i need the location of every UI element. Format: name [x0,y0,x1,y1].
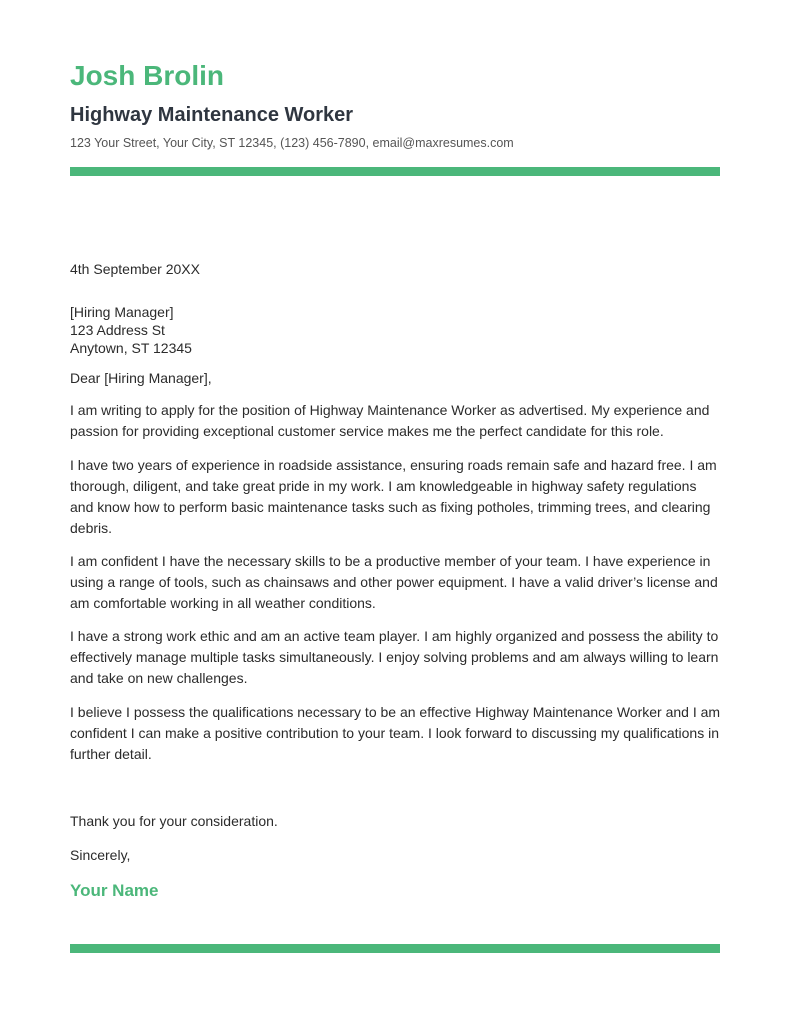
header-divider [70,167,720,176]
paragraph-3: I am confident I have the necessary skills to be a productive member of your team. I have experience in using a range of tools, such as chainsaws and other power equipment. I have a valid driver’s license and am comfortable working in all weather conditions. [70,553,718,611]
recipient-address [70,303,722,357]
contact-line: 123 Your Street, Your City, ST 12345, (123) 456-7890, email@maxresumes.com [70,136,514,150]
paragraph-2: I have two years of experience in roadside assistance, ensuring roads remain safe and hazard free. I am thorough, diligent, and take great pride in my work. I am knowledgeable in highway safety regulations and know how to perform basic maintenance tasks such as fixing potholes, trimming trees, and clearing debris. [70,457,717,536]
sign-off: Sincerely, [70,847,131,863]
recipient-line-3: Anytown, ST 12345 [70,340,192,356]
letter-date: 4th September 20XX [70,261,200,277]
paragraph-5: I believe I possess the qualifications necessary to be an effective Highway Maintenance Worker and I am confident I can make a positive contribution to your team. I look forward to discussing my qualifications in further detail. [70,704,721,762]
signature-name: Your Name [70,881,159,900]
closing-line: Thank you for your consideration. [70,813,278,829]
job-title: Highway Maintenance Worker [70,104,354,126]
recipient-line-2: 123 Address St [70,322,165,338]
applicant-name: Josh Brolin [70,60,225,91]
paragraph-1: I am writing to apply for the position of Highway Maintenance Worker as advertised. My experience and passion for providing exceptional customer service makes me the perfect candidate for this role. [70,402,710,439]
footer-divider [70,944,720,953]
recipient-line-1: [Hiring Manager] [70,304,174,320]
salutation: Dear [Hiring Manager], [70,370,212,386]
paragraph-4: I have a strong work ethic and am an active team player. I am highly organized and possess the ability to effectively manage multiple tasks simultaneously. I enjoy solving problems and am always willing to learn and take on new challenges. [70,628,719,686]
